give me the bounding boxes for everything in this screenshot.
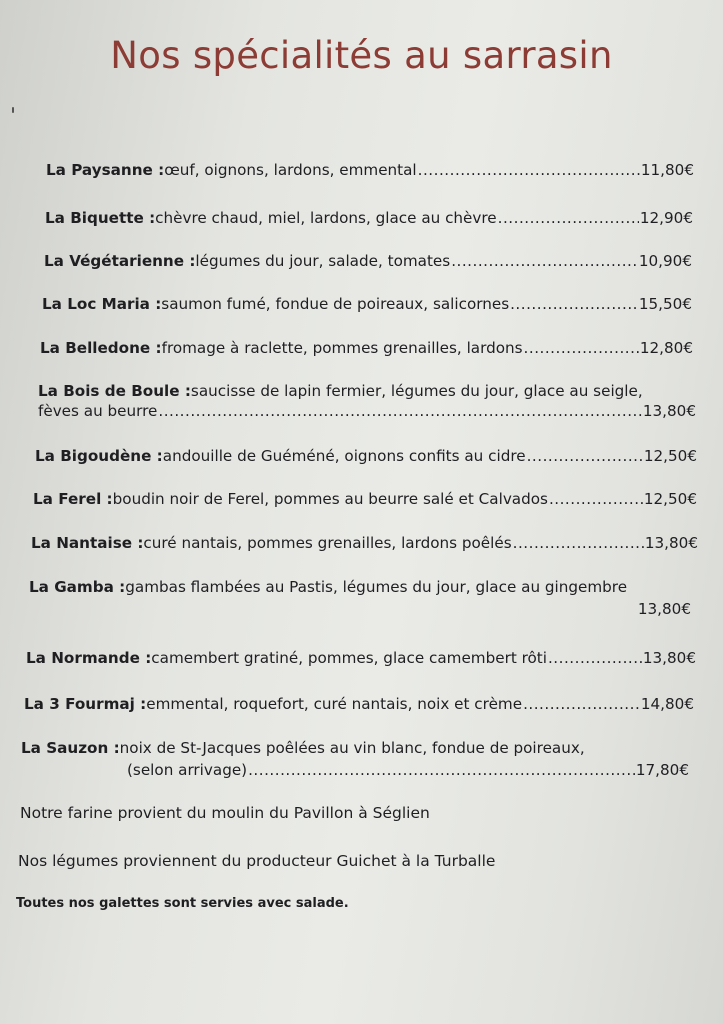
dot-leader (498, 207, 639, 229)
ink-mark (12, 107, 14, 113)
dot-leader (418, 159, 640, 181)
menu-title: Nos spécialités au sarrasin (110, 34, 613, 77)
menu-item-ferel (33, 488, 697, 510)
item-description: curé nantais, pommes grenailles, lardons poêlés (143, 534, 512, 552)
item-line-1 (29, 576, 691, 598)
item-price: 12,80€ (639, 339, 693, 357)
dot-leader (510, 293, 638, 315)
dot-leader (527, 445, 643, 467)
item-description: saucisse de lapin fermier, légumes du jour, glace au seigle, (190, 382, 643, 400)
item-description-continued: fèves au beurre (38, 402, 158, 420)
menu-item-nantaise (31, 532, 698, 554)
item-description: chèvre chaud, miel, lardons, glace au chèvre (155, 209, 497, 227)
item-line-1 (21, 737, 689, 759)
item-description: boudin noir de Ferel, pommes au beurre salé et Calvados (112, 490, 548, 508)
item-price: 12,90€ (639, 209, 693, 227)
item-name: La Biquette : (45, 209, 156, 227)
item-name: La Sauzon : (21, 739, 120, 757)
item-price: 13,80€ (642, 649, 696, 667)
note-salad: Toutes nos galettes sont servies avec salade. (16, 896, 349, 911)
item-description: légumes du jour, salade, tomates (195, 252, 451, 270)
menu-item-paysanne (46, 159, 694, 181)
menu-item-vegetarienne (44, 250, 692, 272)
dot-leader (513, 532, 644, 554)
item-description: saumon fumé, fondue de poireaux, salicornes (161, 295, 510, 313)
item-description: gambas flambées au Pastis, légumes du jour, glace au gingembre (125, 578, 628, 596)
note-vegetables-origin: Nos légumes proviennent du producteur Guichet à la Turballe (18, 852, 496, 870)
item-line-2 (21, 759, 689, 781)
item-price: 13,80€ (644, 534, 698, 552)
item-name: La Normande : (26, 649, 152, 667)
item-line-2 (38, 400, 696, 422)
item-price: 13,80€ (642, 402, 696, 420)
item-price: 10,90€ (638, 252, 692, 270)
item-name: La Belledone : (40, 339, 162, 357)
item-description: andouille de Guéméné, oignons confits au cidre (162, 447, 526, 465)
item-line-2 (29, 598, 691, 620)
item-name: La Ferel : (33, 490, 113, 508)
item-name: La Bois de Boule : (38, 382, 191, 400)
item-price: 13,80€ (637, 600, 691, 618)
menu-item-normande (26, 647, 696, 669)
menu-item-biquette (45, 207, 693, 229)
item-name: La Loc Maria : (42, 295, 162, 313)
item-price: 12,50€ (643, 447, 697, 465)
menu-item-bigoudene (35, 445, 697, 467)
item-description-continued: (selon arrivage) (127, 761, 248, 779)
item-name: La Paysanne : (46, 161, 165, 179)
item-description: camembert gratiné, pommes, glace camembert rôti (151, 649, 547, 667)
dot-leader (524, 337, 639, 359)
item-description: œuf, oignons, lardons, emmental (164, 161, 417, 179)
menu-item-belledone (40, 337, 693, 359)
dot-leader (451, 250, 638, 272)
dot-leader (549, 488, 643, 510)
item-description: fromage à raclette, pommes grenailles, lardons (161, 339, 523, 357)
item-description: noix de St-Jacques poêlées au vin blanc, fondue de poireaux, (119, 739, 585, 757)
item-name: La Gamba : (29, 578, 126, 596)
menu-item-loc-maria (42, 293, 692, 315)
dot-leader (248, 759, 635, 781)
menu-item-gamba (29, 576, 691, 620)
item-price: 14,80€ (640, 695, 694, 713)
item-price: 11,80€ (640, 161, 694, 179)
item-price: 15,50€ (638, 295, 692, 313)
note-flour-origin: Notre farine provient du moulin du Pavillon à Séglien (20, 804, 430, 822)
item-name: La Nantaise : (31, 534, 144, 552)
item-description: emmental, roquefort, curé nantais, noix et crème (146, 695, 523, 713)
menu-item-bois-de-boule (38, 380, 696, 422)
item-name: La 3 Fourmaj : (24, 695, 147, 713)
item-price: 12,50€ (643, 490, 697, 508)
item-name: La Bigoudène : (35, 447, 163, 465)
menu-item-3-fourmaj (24, 693, 694, 715)
dot-leader (523, 693, 640, 715)
dot-leader (548, 647, 642, 669)
dot-leader (158, 400, 641, 422)
item-name: La Végétarienne : (44, 252, 196, 270)
item-price: 17,80€ (635, 761, 689, 779)
menu-item-sauzon (21, 737, 689, 781)
item-line-1 (38, 380, 696, 402)
